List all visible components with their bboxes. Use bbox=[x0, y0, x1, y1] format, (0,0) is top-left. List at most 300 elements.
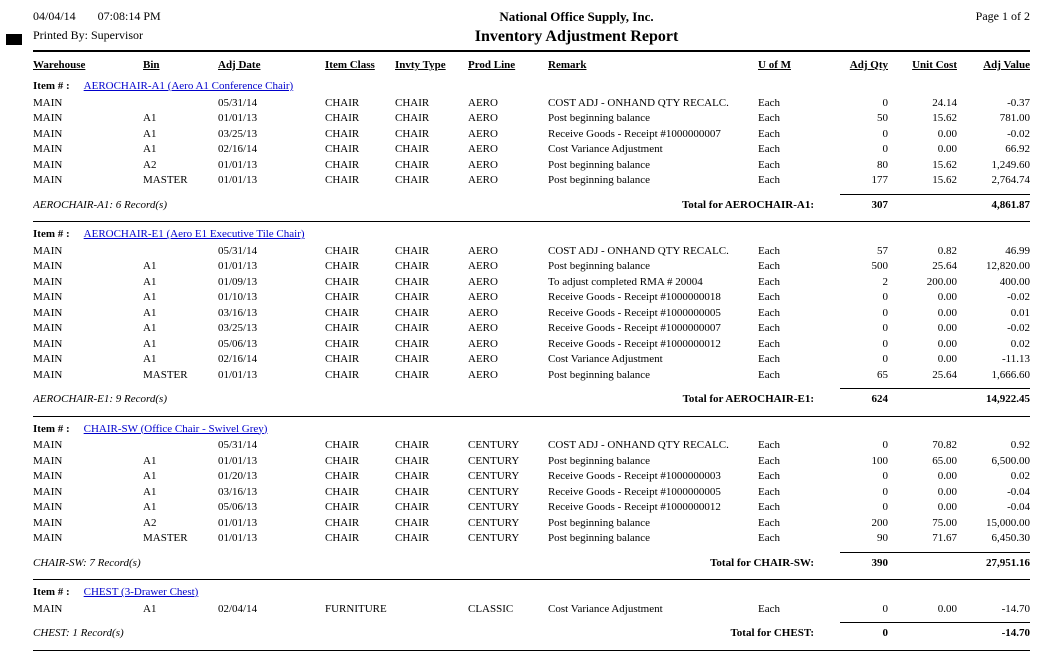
adjustment-row bbox=[33, 602, 1030, 618]
report-table bbox=[33, 52, 1030, 651]
cell-unit-cost: 200.00 bbox=[926, 275, 957, 288]
cell-adj-qty: 0 bbox=[882, 306, 888, 319]
cell-adj-value: -0.02 bbox=[1007, 291, 1030, 303]
item-link[interactable]: AEROCHAIR-E1 (Aero E1 Executive Tile Chair) bbox=[83, 228, 305, 240]
cell-adj-qty: 0 bbox=[882, 322, 888, 334]
cell-adj-date: 03/25/13 bbox=[218, 127, 258, 140]
cell-item-class: CHAIR bbox=[325, 532, 360, 544]
cell-invty-type: CHAIR bbox=[395, 368, 430, 381]
adjustment-row bbox=[33, 158, 1030, 174]
item-header-row bbox=[33, 416, 1030, 438]
cell-invty-type: CHAIR bbox=[395, 353, 430, 365]
cell-remark: COST ADJ - ONHAND QTY RECALC. bbox=[548, 439, 729, 451]
cell-bin: A1 bbox=[143, 260, 157, 272]
cell-invty-type: CHAIR bbox=[395, 244, 430, 257]
cell-adj-value: 0.01 bbox=[1010, 306, 1030, 319]
col-header-prod-line: Prod Line bbox=[468, 59, 516, 71]
cell-warehouse: MAIN bbox=[33, 174, 63, 186]
group-total-label: Total for CHAIR-SW: bbox=[710, 556, 814, 569]
adjustment-row bbox=[33, 352, 1030, 368]
cell-adj-value: -14.70 bbox=[1001, 602, 1030, 615]
cell-uom: Each bbox=[758, 353, 780, 365]
cell-warehouse: MAIN bbox=[33, 485, 63, 498]
cell-warehouse: MAIN bbox=[33, 322, 63, 334]
cell-prod-line: AERO bbox=[468, 260, 498, 272]
cell-unit-cost: 25.64 bbox=[932, 260, 957, 272]
cell-item-class: CHAIR bbox=[325, 143, 360, 155]
cell-prod-line: AERO bbox=[468, 158, 498, 171]
group-total-qty: 0 bbox=[840, 623, 888, 644]
cell-bin: A1 bbox=[143, 275, 157, 288]
cell-adj-date: 02/04/14 bbox=[218, 602, 258, 615]
cell-unit-cost: 0.00 bbox=[937, 306, 957, 319]
cell-item-class: CHAIR bbox=[325, 96, 360, 109]
cell-adj-date: 01/01/13 bbox=[218, 454, 258, 467]
cell-adj-value: -0.02 bbox=[1007, 127, 1030, 140]
cell-item-class: CHAIR bbox=[325, 337, 360, 350]
cell-prod-line: CLASSIC bbox=[468, 602, 514, 615]
adjustment-row bbox=[33, 111, 1030, 127]
cell-warehouse: MAIN bbox=[33, 353, 63, 365]
cell-adj-value: 0.02 bbox=[1010, 470, 1030, 482]
cell-item-class: CHAIR bbox=[325, 470, 360, 482]
cell-prod-line: CENTURY bbox=[468, 532, 520, 544]
cell-bin: A1 bbox=[143, 602, 157, 615]
cell-remark: Post beginning balance bbox=[548, 158, 651, 171]
cell-remark: Receive Goods - Receipt #1000000018 bbox=[548, 291, 721, 303]
cell-invty-type: CHAIR bbox=[395, 143, 430, 155]
group-total-label: Total for AEROCHAIR-E1: bbox=[682, 393, 814, 405]
cell-unit-cost: 0.00 bbox=[937, 143, 957, 155]
print-datetime bbox=[33, 7, 273, 26]
cell-remark: Receive Goods - Receipt #1000000012 bbox=[548, 337, 721, 350]
adjustment-row bbox=[33, 469, 1030, 485]
cell-adj-value: 6,450.30 bbox=[991, 532, 1030, 544]
cell-adj-qty: 0 bbox=[882, 337, 888, 350]
cell-remark: COST ADJ - ONHAND QTY RECALC. bbox=[548, 244, 729, 257]
cell-uom: Each bbox=[758, 368, 780, 381]
item-header-row bbox=[33, 580, 1030, 602]
cell-prod-line: CENTURY bbox=[468, 454, 520, 467]
cell-adj-date: 05/06/13 bbox=[218, 501, 258, 513]
group-total-value: 14,922.45 bbox=[888, 389, 1030, 410]
cell-adj-date: 05/06/13 bbox=[218, 337, 258, 350]
col-header-item-class: Item Class bbox=[325, 59, 375, 71]
cell-unit-cost: 75.00 bbox=[932, 516, 957, 529]
cell-prod-line: AERO bbox=[468, 143, 498, 155]
cell-warehouse: MAIN bbox=[33, 470, 63, 482]
cell-prod-line: AERO bbox=[468, 112, 498, 124]
item-header-row bbox=[33, 74, 1030, 96]
adjustment-row bbox=[33, 321, 1030, 337]
cell-adj-value: 12,820.00 bbox=[986, 260, 1030, 272]
group-record-count: CHAIR-SW: 7 Record(s) bbox=[33, 556, 141, 569]
cell-item-class: CHAIR bbox=[325, 322, 360, 334]
cell-adj-value: -0.04 bbox=[1007, 501, 1030, 513]
cell-uom: Each bbox=[758, 174, 780, 186]
cell-adj-value: -0.04 bbox=[1007, 485, 1030, 498]
cell-remark: COST ADJ - ONHAND QTY RECALC. bbox=[548, 96, 729, 109]
cell-adj-value: 0.92 bbox=[1010, 439, 1030, 451]
cell-adj-qty: 200 bbox=[871, 516, 888, 529]
cell-bin: MASTER bbox=[143, 368, 188, 381]
cell-adj-qty: 0 bbox=[882, 353, 888, 365]
col-header-bin: Bin bbox=[143, 59, 160, 71]
cell-bin: A1 bbox=[143, 291, 157, 303]
cell-remark: Receive Goods - Receipt #1000000012 bbox=[548, 501, 721, 513]
cell-item-class: CHAIR bbox=[325, 439, 360, 451]
cell-remark: Cost Variance Adjustment bbox=[548, 602, 663, 615]
cell-bin: A2 bbox=[143, 516, 157, 529]
cell-adj-value: 0.02 bbox=[1010, 337, 1030, 350]
cell-remark: Post beginning balance bbox=[548, 112, 651, 124]
report-header bbox=[33, 7, 1030, 46]
adjustment-row bbox=[33, 127, 1030, 143]
group-total-qty: 390 bbox=[840, 552, 888, 573]
cell-prod-line: AERO bbox=[468, 174, 498, 186]
column-header-row bbox=[33, 52, 1030, 74]
cell-warehouse: MAIN bbox=[33, 439, 63, 451]
item-link[interactable]: CHAIR-SW (Office Chair - Swivel Grey) bbox=[83, 422, 268, 435]
cell-adj-date: 03/25/13 bbox=[218, 322, 258, 334]
cell-uom: Each bbox=[758, 96, 780, 109]
cell-adj-value: 15,000.00 bbox=[986, 516, 1030, 529]
header-center bbox=[273, 7, 880, 46]
item-link[interactable]: AEROCHAIR-A1 (Aero A1 Conference Chair) bbox=[83, 80, 294, 92]
cell-adj-qty: 0 bbox=[882, 291, 888, 303]
adjustment-row bbox=[33, 368, 1030, 384]
cell-item-class: CHAIR bbox=[325, 353, 360, 365]
cell-unit-cost: 0.00 bbox=[937, 337, 957, 350]
cell-uom: Each bbox=[758, 306, 780, 319]
cell-bin: A1 bbox=[143, 501, 157, 513]
adjustment-row bbox=[33, 173, 1030, 189]
cell-invty-type: CHAIR bbox=[395, 485, 430, 498]
cell-invty-type: CHAIR bbox=[395, 322, 430, 334]
cell-invty-type: CHAIR bbox=[395, 275, 430, 288]
cell-invty-type: CHAIR bbox=[395, 291, 430, 303]
cell-invty-type: CHAIR bbox=[395, 454, 430, 467]
cell-remark: Cost Variance Adjustment bbox=[548, 353, 663, 365]
cell-adj-date: 01/09/13 bbox=[218, 275, 258, 288]
col-header-adj-value: Adj Value bbox=[983, 59, 1030, 71]
cell-warehouse: MAIN bbox=[33, 501, 63, 513]
cell-invty-type: CHAIR bbox=[395, 158, 430, 171]
company-name: National Office Supply, Inc. bbox=[499, 9, 654, 24]
col-header-invty-type: Invty Type bbox=[395, 59, 446, 71]
cell-warehouse: MAIN bbox=[33, 96, 63, 109]
cell-item-class: CHAIR bbox=[325, 368, 360, 381]
cell-remark: Cost Variance Adjustment bbox=[548, 143, 663, 155]
item-number-label: Item # : bbox=[33, 80, 70, 92]
cell-adj-date: 02/16/14 bbox=[218, 143, 258, 155]
cell-adj-value: 781.00 bbox=[999, 112, 1030, 124]
cell-unit-cost: 15.62 bbox=[932, 158, 957, 171]
cell-adj-qty: 500 bbox=[871, 260, 888, 272]
cell-uom: Each bbox=[758, 143, 780, 155]
print-date: 04/04/14 bbox=[33, 9, 76, 23]
cell-adj-value: 400.00 bbox=[999, 275, 1030, 288]
cell-bin: A1 bbox=[143, 143, 157, 155]
cell-prod-line: CENTURY bbox=[468, 485, 520, 498]
cell-remark: Post beginning balance bbox=[548, 174, 651, 186]
cell-invty-type: CHAIR bbox=[395, 470, 430, 482]
cell-bin: MASTER bbox=[143, 174, 188, 186]
cell-adj-value: 2,764.74 bbox=[991, 174, 1030, 186]
cell-bin: A1 bbox=[143, 485, 157, 498]
group-total-value: -14.70 bbox=[888, 623, 1030, 644]
cell-adj-qty: 57 bbox=[877, 244, 888, 257]
group-footer-row bbox=[33, 623, 1030, 644]
cell-bin: A2 bbox=[143, 158, 157, 171]
cell-remark: Post beginning balance bbox=[548, 260, 651, 272]
cell-unit-cost: 65.00 bbox=[932, 454, 957, 467]
cell-item-class: CHAIR bbox=[325, 501, 360, 513]
cell-adj-date: 01/01/13 bbox=[218, 260, 258, 272]
cell-prod-line: CENTURY bbox=[468, 501, 520, 513]
cell-warehouse: MAIN bbox=[33, 275, 63, 288]
cell-invty-type: CHAIR bbox=[395, 439, 430, 451]
cell-adj-qty: 0 bbox=[882, 96, 888, 109]
adjustment-row bbox=[33, 275, 1030, 291]
cell-remark: Post beginning balance bbox=[548, 454, 651, 467]
cell-bin: A1 bbox=[143, 306, 157, 319]
col-header-uom: U of M bbox=[758, 59, 791, 71]
cell-warehouse: MAIN bbox=[33, 306, 63, 319]
cell-adj-date: 01/01/13 bbox=[218, 368, 258, 381]
cell-adj-value: 46.99 bbox=[1005, 244, 1030, 257]
cell-adj-date: 01/01/13 bbox=[218, 532, 258, 544]
cell-unit-cost: 25.64 bbox=[932, 368, 957, 381]
cell-invty-type bbox=[395, 602, 468, 618]
group-total-value: 27,951.16 bbox=[888, 552, 1030, 573]
cell-bin: MASTER bbox=[143, 532, 188, 544]
cell-adj-qty: 0 bbox=[882, 602, 888, 615]
cell-warehouse: MAIN bbox=[33, 602, 63, 615]
cell-warehouse: MAIN bbox=[33, 532, 63, 544]
cell-uom: Each bbox=[758, 439, 780, 451]
cell-warehouse: MAIN bbox=[33, 244, 63, 257]
cell-adj-qty: 90 bbox=[877, 532, 888, 544]
cell-warehouse: MAIN bbox=[33, 158, 63, 171]
cell-bin: A1 bbox=[143, 470, 157, 482]
cell-remark: Receive Goods - Receipt #1000000007 bbox=[548, 127, 721, 140]
cell-invty-type: CHAIR bbox=[395, 112, 430, 124]
cell-uom: Each bbox=[758, 532, 780, 544]
cell-uom: Each bbox=[758, 127, 780, 140]
adjustment-row bbox=[33, 306, 1030, 322]
cell-invty-type: CHAIR bbox=[395, 516, 430, 529]
cell-uom: Each bbox=[758, 322, 780, 334]
adjustment-row bbox=[33, 244, 1030, 260]
adjustment-row bbox=[33, 454, 1030, 470]
cell-adj-value: -0.02 bbox=[1007, 322, 1030, 334]
cell-item-class: CHAIR bbox=[325, 454, 360, 467]
print-time: 07:08:14 PM bbox=[97, 9, 161, 23]
cell-prod-line: CENTURY bbox=[468, 516, 520, 529]
cell-adj-qty: 177 bbox=[871, 174, 888, 186]
cell-warehouse: MAIN bbox=[33, 260, 63, 272]
cell-adj-qty: 65 bbox=[877, 368, 888, 381]
adjustment-row bbox=[33, 337, 1030, 353]
col-header-remark: Remark bbox=[548, 59, 587, 71]
cell-warehouse: MAIN bbox=[33, 454, 63, 467]
group-total-qty: 624 bbox=[840, 389, 888, 410]
cell-unit-cost: 15.62 bbox=[932, 174, 957, 186]
cell-warehouse: MAIN bbox=[33, 127, 63, 140]
cell-item-class: CHAIR bbox=[325, 174, 360, 186]
cell-remark: Receive Goods - Receipt #1000000005 bbox=[548, 485, 721, 498]
cell-adj-qty: 0 bbox=[882, 485, 888, 498]
group-footer-row bbox=[33, 389, 1030, 410]
cell-prod-line: CENTURY bbox=[468, 439, 520, 451]
cell-unit-cost: 0.82 bbox=[937, 244, 957, 257]
cell-item-class: CHAIR bbox=[325, 275, 360, 288]
cell-bin: A1 bbox=[143, 112, 157, 124]
cell-item-class: CHAIR bbox=[325, 485, 360, 498]
cell-adj-qty: 80 bbox=[877, 158, 888, 171]
viewer-artifact-marker bbox=[6, 34, 22, 45]
cell-item-class: CHAIR bbox=[325, 291, 360, 303]
group-footer-row bbox=[33, 194, 1030, 215]
cell-bin bbox=[143, 438, 218, 454]
col-header-warehouse: Warehouse bbox=[33, 59, 86, 71]
cell-uom: Each bbox=[758, 260, 780, 272]
cell-remark: Receive Goods - Receipt #1000000007 bbox=[548, 322, 721, 334]
col-header-adj-qty: Adj Qty bbox=[849, 59, 888, 71]
col-header-unit-cost: Unit Cost bbox=[912, 59, 957, 71]
cell-adj-value: 1,666.60 bbox=[991, 368, 1030, 381]
cell-remark: Post beginning balance bbox=[548, 516, 651, 529]
cell-prod-line: AERO bbox=[468, 127, 498, 140]
page-number: Page 1 of 2 bbox=[975, 9, 1030, 23]
cell-prod-line: AERO bbox=[468, 353, 498, 365]
cell-warehouse: MAIN bbox=[33, 143, 63, 155]
cell-invty-type: CHAIR bbox=[395, 306, 430, 319]
cell-bin: A1 bbox=[143, 322, 157, 334]
cell-unit-cost: 0.00 bbox=[937, 291, 957, 303]
cell-adj-value: 6,500.00 bbox=[991, 454, 1030, 467]
cell-adj-date: 02/16/14 bbox=[218, 353, 258, 365]
cell-unit-cost: 0.00 bbox=[937, 322, 957, 334]
adjustment-row bbox=[33, 142, 1030, 158]
cell-adj-qty: 50 bbox=[877, 112, 888, 124]
col-header-adj-date: Adj Date bbox=[218, 59, 261, 71]
group-separator bbox=[33, 644, 1030, 651]
cell-remark: Post beginning balance bbox=[548, 532, 651, 544]
cell-adj-date: 05/31/14 bbox=[218, 439, 258, 451]
cell-invty-type: CHAIR bbox=[395, 337, 430, 350]
adjustment-row bbox=[33, 96, 1030, 112]
group-total-label: Total for CHEST: bbox=[730, 627, 814, 639]
cell-unit-cost: 70.82 bbox=[932, 439, 957, 451]
cell-adj-date: 03/16/13 bbox=[218, 306, 258, 319]
group-record-count: AEROCHAIR-A1: 6 Record(s) bbox=[33, 198, 167, 211]
cell-uom: Each bbox=[758, 602, 780, 615]
adjustment-row bbox=[33, 500, 1030, 516]
group-record-count: CHEST: 1 Record(s) bbox=[33, 627, 124, 639]
cell-unit-cost: 24.14 bbox=[932, 96, 957, 109]
cell-bin bbox=[143, 244, 218, 260]
item-number-label: Item # : bbox=[33, 228, 70, 240]
group-total-qty: 307 bbox=[840, 194, 888, 215]
cell-adj-date: 05/31/14 bbox=[218, 96, 258, 109]
cell-invty-type: CHAIR bbox=[395, 532, 430, 544]
cell-adj-value: -0.37 bbox=[1007, 96, 1030, 109]
cell-adj-qty: 100 bbox=[871, 454, 888, 467]
cell-adj-date: 01/01/13 bbox=[218, 158, 258, 171]
item-number-label: Item # : bbox=[33, 586, 70, 598]
cell-adj-date: 01/01/13 bbox=[218, 112, 258, 124]
cell-bin bbox=[143, 96, 218, 112]
cell-uom: Each bbox=[758, 516, 780, 529]
cell-uom: Each bbox=[758, 337, 780, 350]
cell-bin: A1 bbox=[143, 127, 157, 140]
cell-prod-line: AERO bbox=[468, 244, 498, 257]
cell-adj-date: 01/10/13 bbox=[218, 291, 258, 303]
cell-adj-qty: 0 bbox=[882, 470, 888, 482]
cell-uom: Each bbox=[758, 291, 780, 303]
cell-warehouse: MAIN bbox=[33, 516, 63, 529]
cell-bin: A1 bbox=[143, 337, 157, 350]
cell-item-class: CHAIR bbox=[325, 158, 360, 171]
cell-adj-qty: 0 bbox=[882, 143, 888, 155]
group-total-label: Total for AEROCHAIR-A1: bbox=[681, 198, 814, 211]
cell-unit-cost: 71.67 bbox=[932, 532, 957, 544]
adjustment-row bbox=[33, 259, 1030, 275]
cell-adj-date: 01/01/13 bbox=[218, 516, 258, 529]
cell-remark: Post beginning balance bbox=[548, 368, 651, 381]
printed-by: Printed By: Supervisor bbox=[33, 28, 143, 42]
cell-adj-qty: 0 bbox=[882, 501, 888, 513]
adjustment-row bbox=[33, 516, 1030, 532]
cell-bin: A1 bbox=[143, 353, 157, 365]
cell-prod-line: AERO bbox=[468, 322, 498, 334]
cell-item-class: CHAIR bbox=[325, 516, 360, 529]
cell-remark: Receive Goods - Receipt #1000000003 bbox=[548, 470, 721, 482]
cell-adj-date: 01/20/13 bbox=[218, 470, 258, 482]
adjustment-row bbox=[33, 290, 1030, 306]
cell-unit-cost: 0.00 bbox=[937, 470, 957, 482]
cell-uom: Each bbox=[758, 501, 780, 513]
cell-uom: Each bbox=[758, 275, 780, 288]
cell-unit-cost: 15.62 bbox=[932, 112, 957, 124]
item-number-label: Item # : bbox=[33, 422, 70, 435]
report-title: Inventory Adjustment Report bbox=[474, 28, 679, 45]
cell-uom: Each bbox=[758, 112, 780, 124]
cell-prod-line: CENTURY bbox=[468, 470, 520, 482]
cell-item-class: CHAIR bbox=[325, 244, 360, 257]
adjustment-row bbox=[33, 438, 1030, 454]
cell-warehouse: MAIN bbox=[33, 291, 63, 303]
cell-item-class: CHAIR bbox=[325, 112, 360, 124]
adjustment-row bbox=[33, 531, 1030, 547]
cell-uom: Each bbox=[758, 470, 780, 482]
cell-uom: Each bbox=[758, 454, 780, 467]
cell-bin: A1 bbox=[143, 454, 157, 467]
cell-adj-qty: 2 bbox=[882, 275, 888, 288]
cell-warehouse: MAIN bbox=[33, 112, 63, 124]
cell-unit-cost: 0.00 bbox=[937, 501, 957, 513]
cell-unit-cost: 0.00 bbox=[937, 485, 957, 498]
cell-adj-value: -11.13 bbox=[1001, 353, 1030, 365]
cell-prod-line: AERO bbox=[468, 96, 498, 109]
cell-prod-line: AERO bbox=[468, 337, 498, 350]
cell-warehouse: MAIN bbox=[33, 337, 63, 350]
cell-unit-cost: 0.00 bbox=[937, 602, 957, 615]
cell-remark: To adjust completed RMA # 20004 bbox=[548, 275, 703, 288]
item-link[interactable]: CHEST (3-Drawer Chest) bbox=[83, 586, 199, 598]
